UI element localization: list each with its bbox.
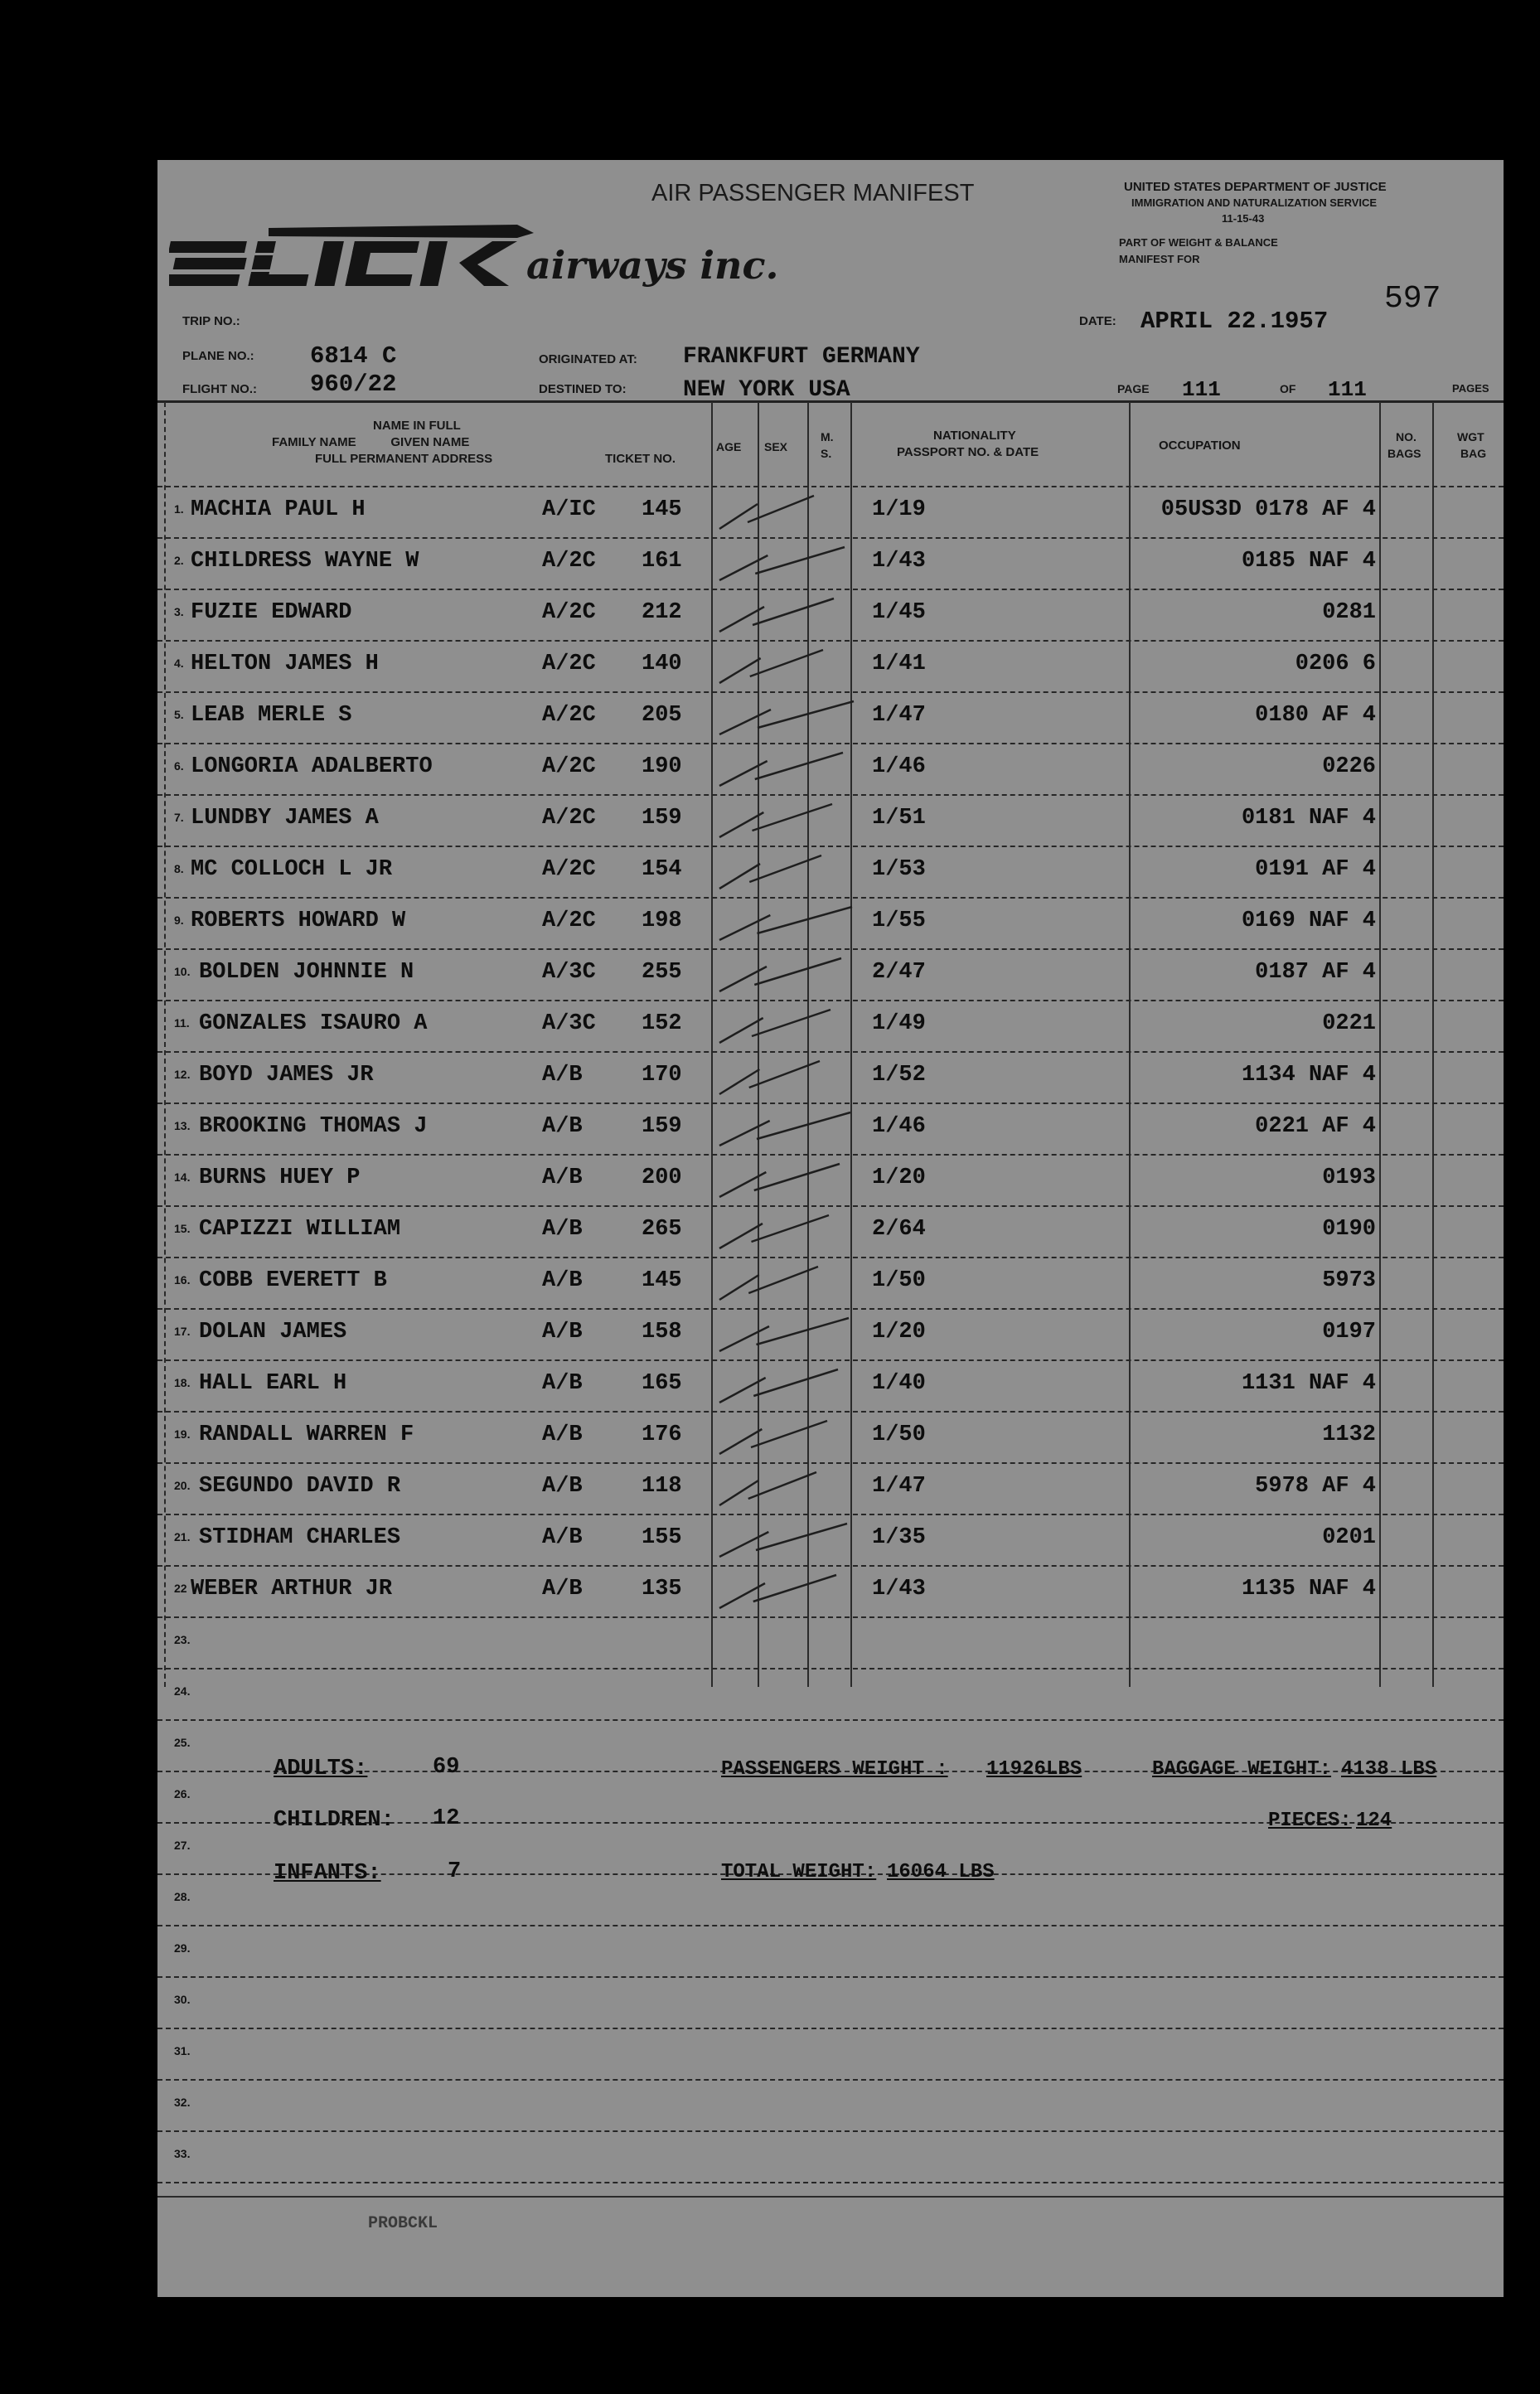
row-number: 26. bbox=[174, 1787, 191, 1800]
occupation-code: 1135 NAF 4 bbox=[1241, 1577, 1376, 1602]
row-number: 17. bbox=[174, 1325, 191, 1338]
sheet-number: 597 bbox=[1384, 281, 1441, 317]
checkmark-icon bbox=[714, 743, 855, 794]
row-number: 20. bbox=[174, 1479, 191, 1492]
row-number: 11. bbox=[174, 1016, 190, 1030]
ticket-number: 205 bbox=[642, 703, 682, 728]
passport-date: 1/50 bbox=[872, 1268, 926, 1293]
ticket-number: 176 bbox=[642, 1422, 682, 1447]
passenger-name: BOYD JAMES JR bbox=[199, 1063, 374, 1088]
checkmark-icon bbox=[714, 691, 855, 743]
occupation-code: 0197 bbox=[1322, 1320, 1376, 1345]
row-rule bbox=[157, 2079, 1504, 2081]
passenger-name: CHILDRESS WAYNE W bbox=[191, 549, 419, 574]
occupation-code: 5978 AF 4 bbox=[1255, 1474, 1376, 1499]
checkmark-icon bbox=[714, 1205, 855, 1257]
row-rule bbox=[157, 1976, 1504, 1978]
passenger-name: LEAB MERLE S bbox=[191, 703, 352, 728]
passenger-rank: A/B bbox=[542, 1525, 583, 1550]
passenger-rank: A/B bbox=[542, 1166, 583, 1190]
passenger-rank: A/3C bbox=[542, 960, 596, 985]
checkmark-icon bbox=[714, 1462, 855, 1514]
trip-label: TRIP NO.: bbox=[182, 314, 240, 328]
row-number: 4. bbox=[174, 657, 184, 670]
passenger-name: BOLDEN JOHNNIE N bbox=[199, 960, 414, 985]
passenger-rank: A/2C bbox=[542, 806, 596, 831]
pass-weight-label: PASSENGERS WEIGHT : bbox=[721, 1758, 948, 1781]
passport-date: 1/47 bbox=[872, 703, 926, 728]
flight-number: 960/22 bbox=[310, 371, 397, 398]
ticket-number: 212 bbox=[642, 600, 682, 625]
col-wt-line1: WGT bbox=[1457, 430, 1484, 443]
passenger-name: HELTON JAMES H bbox=[191, 652, 379, 676]
occupation-code: 0281 bbox=[1322, 600, 1376, 625]
row-number: 10. bbox=[174, 965, 191, 978]
passenger-rank: A/2C bbox=[542, 600, 596, 625]
flight-label: FLIGHT NO.: bbox=[182, 382, 257, 396]
col-name-line1: NAME IN FULL bbox=[373, 419, 461, 433]
passport-date: 1/51 bbox=[872, 806, 926, 831]
manifest-date: APRIL 22.1957 bbox=[1140, 308, 1329, 335]
occupation-code: 0221 bbox=[1322, 1011, 1376, 1036]
row-number: 29. bbox=[174, 1941, 191, 1955]
passenger-name: BROOKING THOMAS J bbox=[199, 1114, 428, 1139]
passenger-name: ROBERTS HOWARD W bbox=[191, 909, 406, 933]
checkmark-icon bbox=[714, 1257, 855, 1308]
rule-left bbox=[164, 402, 166, 1687]
agency-line1: UNITED STATES DEPARTMENT OF JUSTICE bbox=[1124, 180, 1387, 194]
checkmark-icon bbox=[714, 846, 855, 897]
occupation-code: 0206 6 bbox=[1295, 652, 1376, 676]
occupation-code: 0180 AF 4 bbox=[1255, 703, 1376, 728]
passenger-name: HALL EARL H bbox=[199, 1371, 347, 1396]
infants-count: 7 bbox=[448, 1859, 462, 1884]
passport-date: 1/50 bbox=[872, 1422, 926, 1447]
pages-label: PAGES bbox=[1452, 382, 1489, 395]
passport-date: 1/52 bbox=[872, 1063, 926, 1088]
checkmark-icon bbox=[714, 1411, 855, 1462]
passenger-name: STIDHAM CHARLES bbox=[199, 1525, 401, 1550]
total-weight-value: 16064 LBS bbox=[887, 1861, 995, 1883]
row-number: 31. bbox=[174, 2044, 191, 2057]
passenger-rank: A/B bbox=[542, 1063, 583, 1088]
adults-label: ADULTS: bbox=[274, 1757, 368, 1781]
passenger-rank: A/2C bbox=[542, 652, 596, 676]
origin-label: ORIGINATED AT: bbox=[539, 352, 637, 366]
passport-date: 1/40 bbox=[872, 1371, 926, 1396]
passenger-rank: A/B bbox=[542, 1371, 583, 1396]
passenger-rank: A/2C bbox=[542, 909, 596, 933]
occupation-code: 5973 bbox=[1322, 1268, 1376, 1293]
row-rule bbox=[157, 1616, 1504, 1618]
logo-script: airways inc. bbox=[526, 243, 779, 288]
passenger-name: CAPIZZI WILLIAM bbox=[199, 1217, 401, 1242]
ticket-number: 159 bbox=[642, 806, 682, 831]
row-number: 16. bbox=[174, 1273, 191, 1287]
passport-date: 1/46 bbox=[872, 1114, 926, 1139]
occupation-code: 1132 bbox=[1322, 1422, 1376, 1447]
checkmark-icon bbox=[714, 486, 855, 537]
checkmark-icon bbox=[714, 1154, 855, 1205]
ticket-number: 118 bbox=[642, 1474, 682, 1499]
row-number: 8. bbox=[174, 862, 184, 875]
passport-date: 2/64 bbox=[872, 1217, 926, 1242]
passenger-rank: A/2C bbox=[542, 754, 596, 779]
checkmark-icon bbox=[714, 589, 855, 640]
bag-weight-label: BAGGAGE WEIGHT: bbox=[1152, 1758, 1332, 1781]
rule-occ-bags bbox=[1379, 402, 1381, 1687]
col-nat-line2: PASSPORT NO. & DATE bbox=[897, 445, 1039, 459]
table-bottom-rule bbox=[157, 2196, 1504, 2198]
date-label: DATE: bbox=[1079, 314, 1116, 328]
row-number: 27. bbox=[174, 1839, 191, 1852]
passenger-rank: A/B bbox=[542, 1422, 583, 1447]
checkmark-icon bbox=[714, 1102, 855, 1154]
passport-date: 1/49 bbox=[872, 1011, 926, 1036]
pieces-label: PIECES: bbox=[1268, 1810, 1352, 1832]
occupation-code: 0169 NAF 4 bbox=[1241, 909, 1376, 933]
ticket-number: 155 bbox=[642, 1525, 682, 1550]
ticket-number: 158 bbox=[642, 1320, 682, 1345]
passenger-name: SEGUNDO DAVID R bbox=[199, 1474, 401, 1499]
passenger-name: MACHIA PAUL H bbox=[191, 497, 366, 522]
passenger-rank: A/IC bbox=[542, 497, 596, 522]
passenger-name: MC COLLOCH L JR bbox=[191, 857, 393, 882]
row-number: 22 bbox=[174, 1582, 187, 1595]
passenger-name: FUZIE EDWARD bbox=[191, 600, 352, 625]
row-rule bbox=[157, 2130, 1504, 2132]
row-number: 32. bbox=[174, 2096, 191, 2109]
passport-date: 2/47 bbox=[872, 960, 926, 985]
ticket-number: 198 bbox=[642, 909, 682, 933]
page-number: 111 bbox=[1182, 377, 1221, 402]
occupation-code: 1131 NAF 4 bbox=[1241, 1371, 1376, 1396]
row-rule bbox=[157, 2028, 1504, 2029]
row-number: 1. bbox=[174, 502, 184, 516]
agency-line2: IMMIGRATION AND NATURALIZATION SERVICE bbox=[1131, 196, 1378, 209]
ticket-number: 135 bbox=[642, 1577, 682, 1602]
passenger-rank: A/B bbox=[542, 1114, 583, 1139]
checkmark-icon bbox=[714, 640, 855, 691]
col-nat-line1: NATIONALITY bbox=[933, 429, 1016, 443]
rule-bags-wt bbox=[1432, 402, 1434, 1687]
row-number: 5. bbox=[174, 708, 184, 721]
passenger-name: DOLAN JAMES bbox=[199, 1320, 347, 1345]
destination-label: DESTINED TO: bbox=[539, 382, 627, 396]
col-wt-line2: BAG bbox=[1460, 447, 1487, 460]
passenger-name: WEBER ARTHUR JR bbox=[191, 1577, 393, 1602]
passenger-rank: A/2C bbox=[542, 857, 596, 882]
col-ticket: TICKET NO. bbox=[605, 452, 676, 466]
passport-date: 1/20 bbox=[872, 1166, 926, 1190]
row-number: 33. bbox=[174, 2147, 191, 2160]
row-number: 23. bbox=[174, 1633, 191, 1646]
occupation-code: 05US3D 0178 AF 4 bbox=[1160, 497, 1376, 522]
passport-date: 1/55 bbox=[872, 909, 926, 933]
form-title: AIR PASSENGER MANIFEST bbox=[651, 180, 975, 206]
passport-date: 1/43 bbox=[872, 549, 926, 574]
plane-number: 6814 C bbox=[310, 342, 397, 370]
pass-weight-value: 11926LBS bbox=[986, 1758, 1082, 1781]
rule-ticket-age bbox=[711, 402, 713, 1687]
row-number: 7. bbox=[174, 811, 184, 824]
passport-date: 1/19 bbox=[872, 497, 926, 522]
col-ms-line2: S. bbox=[821, 447, 832, 460]
occupation-code: 0193 bbox=[1322, 1166, 1376, 1190]
row-number: 30. bbox=[174, 1993, 191, 2006]
ticket-number: 154 bbox=[642, 857, 682, 882]
col-occupation: OCCUPATION bbox=[1159, 439, 1241, 453]
passport-date: 1/20 bbox=[872, 1320, 926, 1345]
ticket-number: 145 bbox=[642, 497, 682, 522]
ticket-number: 165 bbox=[642, 1371, 682, 1396]
col-sex: SEX bbox=[764, 440, 788, 453]
row-number: 21. bbox=[174, 1530, 191, 1544]
passenger-rank: A/3C bbox=[542, 1011, 596, 1036]
origin-value: FRANKFURT GERMANY bbox=[683, 344, 920, 370]
row-number: 13. bbox=[174, 1119, 191, 1132]
passport-date: 1/35 bbox=[872, 1525, 926, 1550]
occupation-code: 0226 bbox=[1322, 754, 1376, 779]
passenger-rank: A/2C bbox=[542, 549, 596, 574]
row-rule bbox=[157, 1925, 1504, 1926]
plane-label: PLANE NO.: bbox=[182, 349, 254, 363]
destination-value: NEW YORK USA bbox=[683, 377, 850, 403]
total-weight-label: TOTAL WEIGHT: bbox=[721, 1861, 877, 1883]
passenger-rank: A/2C bbox=[542, 703, 596, 728]
passport-date: 1/46 bbox=[872, 754, 926, 779]
ticket-number: 190 bbox=[642, 754, 682, 779]
ticket-number: 161 bbox=[642, 549, 682, 574]
checkmark-icon bbox=[714, 794, 855, 846]
passenger-rank: A/B bbox=[542, 1217, 583, 1242]
manifest-sheet bbox=[157, 160, 1504, 2297]
ticket-number: 140 bbox=[642, 652, 682, 676]
footer-stamp: PROBCKL bbox=[368, 2214, 438, 2233]
passenger-name: GONZALES ISAURO A bbox=[199, 1011, 428, 1036]
col-name-line2: FAMILY NAME GIVEN NAME bbox=[272, 435, 470, 449]
row-number: 14. bbox=[174, 1170, 191, 1184]
header-divider bbox=[157, 400, 1504, 403]
row-number: 28. bbox=[174, 1890, 191, 1903]
occupation-code: 0185 NAF 4 bbox=[1241, 549, 1376, 574]
row-number: 25. bbox=[174, 1736, 191, 1749]
row-number: 9. bbox=[174, 914, 184, 927]
passenger-rank: A/B bbox=[542, 1268, 583, 1293]
col-name-line3: FULL PERMANENT ADDRESS bbox=[315, 452, 493, 466]
passport-date: 1/47 bbox=[872, 1474, 926, 1499]
ticket-number: 145 bbox=[642, 1268, 682, 1293]
passenger-name: BURNS HUEY P bbox=[199, 1166, 361, 1190]
ticket-number: 170 bbox=[642, 1063, 682, 1088]
of-label: OF bbox=[1280, 382, 1296, 395]
occupation-code: 0187 AF 4 bbox=[1255, 960, 1376, 985]
passenger-name: RANDALL WARREN F bbox=[199, 1422, 414, 1447]
passenger-name: LONGORIA ADALBERTO bbox=[191, 754, 433, 779]
infants-label: INFANTS: bbox=[274, 1861, 381, 1886]
passport-date: 1/43 bbox=[872, 1577, 926, 1602]
ticket-number: 255 bbox=[642, 960, 682, 985]
children-label: CHILDREN: bbox=[274, 1808, 395, 1833]
ticket-number: 159 bbox=[642, 1114, 682, 1139]
checkmark-icon bbox=[714, 1514, 855, 1565]
ticket-number: 265 bbox=[642, 1217, 682, 1242]
row-number: 12. bbox=[174, 1068, 191, 1081]
col-bags-line2: BAGS bbox=[1387, 447, 1421, 460]
passport-date: 1/41 bbox=[872, 652, 926, 676]
ticket-number: 200 bbox=[642, 1166, 682, 1190]
children-count: 12 bbox=[433, 1806, 460, 1831]
bag-weight-value: 4138 LBS bbox=[1341, 1758, 1437, 1781]
of-number: 111 bbox=[1328, 377, 1367, 402]
passport-date: 1/45 bbox=[872, 600, 926, 625]
row-number: 19. bbox=[174, 1427, 191, 1441]
row-number: 15. bbox=[174, 1222, 191, 1235]
adults-count: 69 bbox=[433, 1755, 460, 1780]
checkmark-icon bbox=[714, 1308, 855, 1359]
pieces-value: 124 bbox=[1356, 1810, 1392, 1832]
rule-nat-occ bbox=[1129, 402, 1131, 1687]
checkmark-icon bbox=[714, 1359, 855, 1411]
checkmark-icon bbox=[714, 897, 855, 948]
col-ms-line1: M. bbox=[821, 430, 834, 443]
passenger-name: COBB EVERETT B bbox=[199, 1268, 387, 1293]
col-bags-line1: NO. bbox=[1396, 430, 1417, 443]
passport-date: 1/53 bbox=[872, 857, 926, 882]
weight-line1: PART OF WEIGHT & BALANCE bbox=[1119, 236, 1278, 249]
page-label: PAGE bbox=[1117, 382, 1150, 395]
passenger-rank: A/B bbox=[542, 1474, 583, 1499]
checkmark-icon bbox=[714, 1000, 855, 1051]
passenger-rank: A/B bbox=[542, 1577, 583, 1602]
row-rule bbox=[157, 1719, 1504, 1721]
checkmark-icon bbox=[714, 1565, 855, 1616]
col-age: AGE bbox=[716, 440, 742, 453]
row-number: 24. bbox=[174, 1684, 191, 1698]
row-number: 3. bbox=[174, 605, 184, 618]
checkmark-icon bbox=[714, 1051, 855, 1102]
row-number: 6. bbox=[174, 759, 184, 773]
checkmark-icon bbox=[714, 537, 855, 589]
ticket-number: 152 bbox=[642, 1011, 682, 1036]
occupation-code: 0191 AF 4 bbox=[1255, 857, 1376, 882]
row-number: 18. bbox=[174, 1376, 191, 1389]
checkmark-icon bbox=[714, 948, 855, 1000]
row-number: 2. bbox=[174, 554, 184, 567]
occupation-code: 1134 NAF 4 bbox=[1241, 1063, 1376, 1088]
occupation-code: 0181 NAF 4 bbox=[1241, 806, 1376, 831]
row-rule bbox=[157, 1668, 1504, 1670]
occupation-code: 0201 bbox=[1322, 1525, 1376, 1550]
occupation-code: 0190 bbox=[1322, 1217, 1376, 1242]
occupation-code: 0221 AF 4 bbox=[1255, 1114, 1376, 1139]
form-code: 11-15-43 bbox=[1222, 212, 1265, 225]
passenger-rank: A/B bbox=[542, 1320, 583, 1345]
passenger-name: LUNDBY JAMES A bbox=[191, 806, 379, 831]
weight-line2: MANIFEST FOR bbox=[1119, 253, 1200, 265]
row-rule bbox=[157, 2182, 1504, 2183]
